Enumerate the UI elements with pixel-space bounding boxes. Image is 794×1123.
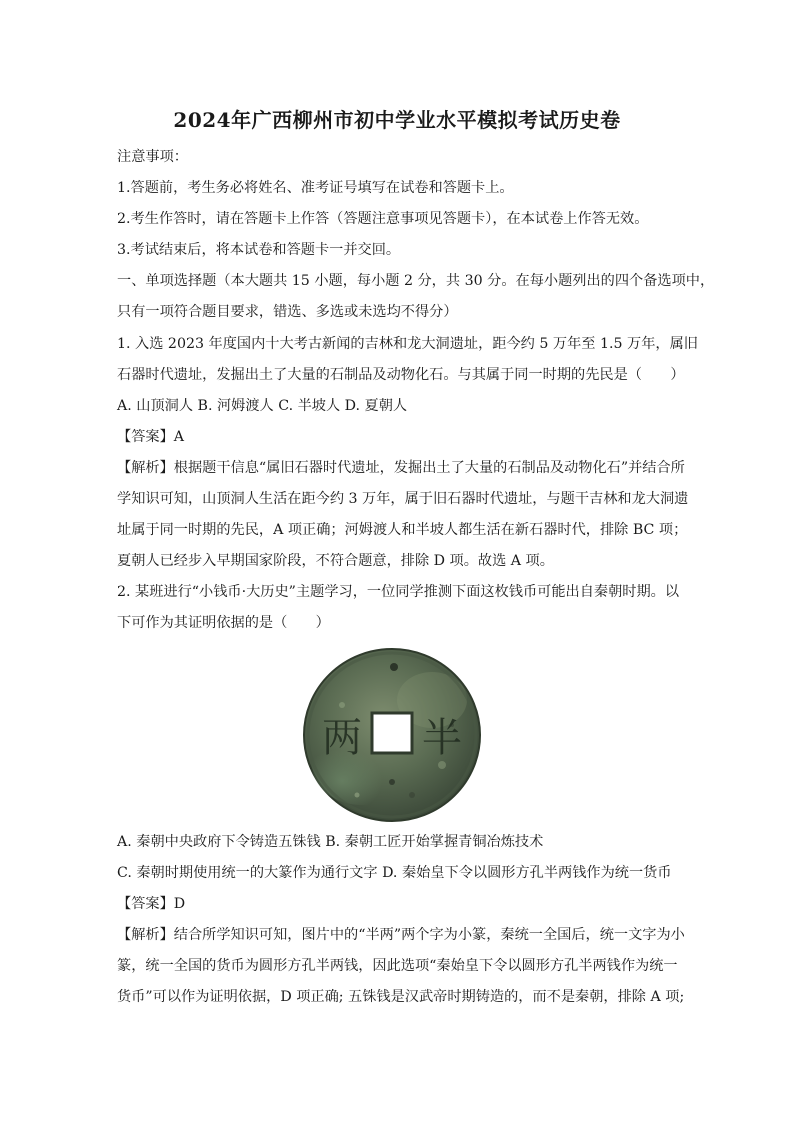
- coin-character-liang: 两: [322, 715, 362, 761]
- question-2-options: A. 秦朝中央政府下令铸造五铢钱 B. 秦朝工匠开始掌握青铜冶炼技术: [117, 834, 544, 850]
- question-1-analysis: 【解析】根据题干信息“属旧石器时代遗址，发掘出土了大量的石制品及动物化石”并结合所: [117, 460, 685, 476]
- ban-liang-coin-image: [302, 645, 482, 825]
- notice-item: 1.答题前，考生务必将姓名、准考证号填写在试卷和答题卡上。: [117, 180, 514, 196]
- coin-character-ban: 半: [422, 715, 462, 761]
- coin-square-hole: [372, 713, 412, 753]
- notice-item: 2.考生作答时，请在答题卡上作答（答题注意事项见答题卡），在本试卷上作答无效。: [117, 211, 649, 227]
- section-heading: 一、单项选择题（本大题共 15 小题，每小题 2 分，共 30 分。在每小题列出的四个备选项中，: [117, 273, 715, 289]
- question-2-answer: 【答案】D: [117, 896, 186, 912]
- notice-heading: 注意事项：: [117, 149, 188, 165]
- question-1-analysis: 学知识可知，山顶洞人生活在距今约 3 万年，属于旧石器时代遗址，与题干吉林和龙大洞遗: [117, 491, 689, 507]
- question-2-analysis: 货币”可以作为证明依据，D 项正确; 五铢钱是汉武帝时期铸造的，而不是秦朝，排除 A 项;: [117, 989, 685, 1005]
- question-2-stem: 下可作为其证明依据的是（ ）: [117, 615, 330, 631]
- notice-item: 3.考试结束后，将本试卷和答题卡一并交回。: [117, 242, 401, 258]
- question-2-analysis: 篆，统一全国的货币为圆形方孔半两钱，因此选项“秦始皇下令以圆形方孔半两钱作为统一: [117, 958, 678, 974]
- question-1-options: A. 山顶洞人 B. 河姆渡人 C. 半坡人 D. 夏朝人: [117, 398, 408, 414]
- question-1-analysis: 址属于同一时期的先民，A 项正确；河姆渡人和半坡人都生活在新石器时代，排除 BC 项；: [117, 522, 688, 538]
- question-2-stem: 2. 某班进行“小钱币·大历史”主题学习，一位同学推测下面这枚钱币可能出自秦朝时期。以: [117, 584, 680, 600]
- page-title: 2024年广西柳州市初中学业水平模拟考试历史卷: [173, 108, 621, 132]
- question-2-analysis: 【解析】结合所学知识可知，图片中的“半两”两个字为小篆，秦统一全国后，统一文字为小: [117, 927, 685, 943]
- question-1-stem: 1. 入选 2023 年度国内十大考古新闻的吉林和龙大洞遗址，距今约 5 万年至 1.5 万年，属旧: [117, 336, 698, 352]
- question-1-stem: 石器时代遗址，发掘出土了大量的石制品及动物化石。与其属于同一时期的先民是（ ）: [117, 367, 685, 383]
- section-heading-continued: 只有一项符合题目要求，错选、多选或未选均不得分）: [117, 304, 458, 320]
- question-1-analysis: 夏朝人已经步入早期国家阶段，不符合题意，排除 D 项。故选 A 项。: [117, 553, 554, 569]
- question-1-answer: 【答案】A: [117, 429, 184, 445]
- question-2-options: C. 秦朝时期使用统一的大篆作为通行文字 D. 秦始皇下令以圆形方孔半两钱作为统一货币: [117, 865, 672, 881]
